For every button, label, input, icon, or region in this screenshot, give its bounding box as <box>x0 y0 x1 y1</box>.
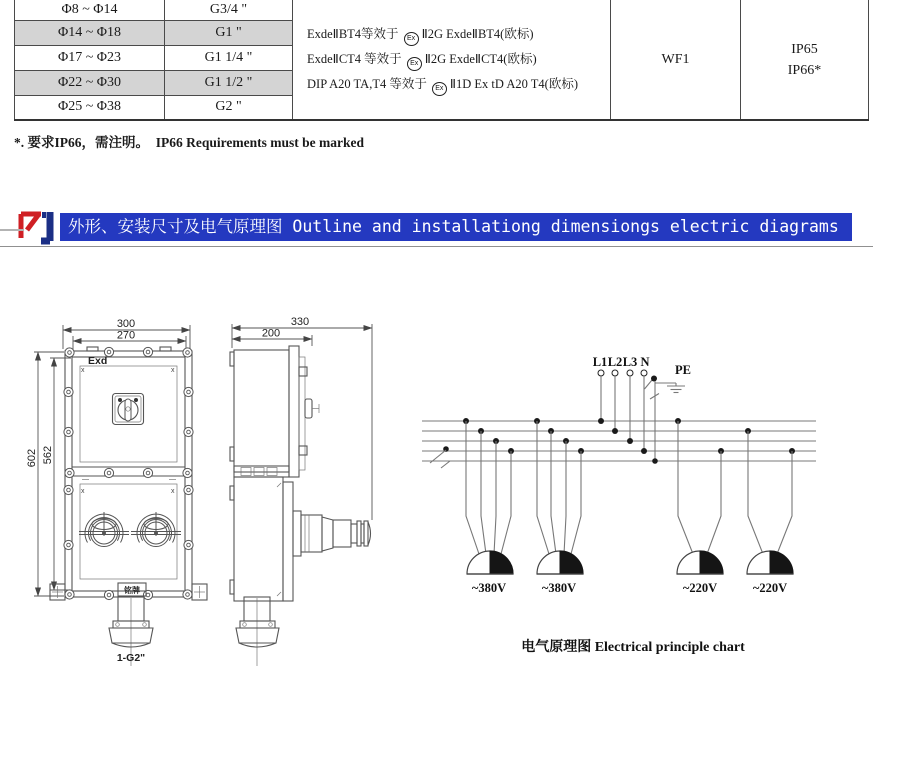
svg-text:x: x <box>81 488 85 495</box>
divider-line <box>0 229 24 231</box>
footnote: *. 要求IP66，需注明。 IP66 Requirements must be marked <box>14 135 364 150</box>
cert-line <box>307 22 610 47</box>
socket-branch-220-1 <box>675 418 724 554</box>
thread-cell: G2 " <box>165 95 293 120</box>
svg-text:x: x <box>81 367 85 374</box>
section-banner <box>60 213 852 241</box>
front-view-drawing <box>26 318 207 666</box>
gland-size-label: 1-G2" <box>116 652 146 664</box>
thread-cell: G1 " <box>165 20 293 45</box>
certifications-cell <box>293 0 611 120</box>
cert-text-post: Ⅱ2G ExdeⅡBT4(欧标) <box>421 27 534 41</box>
ex-hexagon-icon: Ex <box>407 57 422 71</box>
terminal-l2-label: L2 <box>607 355 623 369</box>
table-row <box>15 0 869 20</box>
diameter-cell: Φ22 ~ Φ30 <box>15 70 165 95</box>
cert-line <box>307 72 610 97</box>
ip-rating-line: IP65 <box>791 41 818 57</box>
pe-link <box>645 363 691 464</box>
diameter-cell: Φ17 ~ Φ23 <box>15 45 165 70</box>
schematic-caption: 电气原理图 Electrical principle chart <box>521 640 745 655</box>
socket-symbol <box>677 551 723 574</box>
cable-entry-spec-table <box>14 0 869 121</box>
dim-270-label: 270 <box>116 329 136 342</box>
cert-text-pre: ExdeⅡCT4 等效于 <box>307 52 402 66</box>
ip-rating-line: IP66* <box>787 62 822 78</box>
cable-gland-front <box>109 597 153 666</box>
waterproof-grade-cell: WF1 <box>611 0 741 120</box>
section-title: 外形、安装尺寸及电气原理图 Outline and installationg dimensiongs electric diagrams <box>68 217 839 236</box>
svg-text:x: x <box>171 367 175 374</box>
socket-voltage-label: ~220V <box>752 581 788 595</box>
cert-text-pre: ExdeⅡBT4等效于 <box>307 27 399 41</box>
dim-330-label: 330 <box>290 316 310 328</box>
dim-300-label: 300 <box>116 318 136 330</box>
terminal-n-label: N <box>640 355 650 369</box>
rotary-switch-symbol <box>113 394 144 425</box>
socket-voltage-label: ~220V <box>682 581 718 595</box>
earth-ground-icon <box>655 383 685 393</box>
socket-branch-220-2 <box>745 428 795 554</box>
diameter-cell: Φ14 ~ Φ18 <box>15 20 165 45</box>
socket-symbol <box>467 551 513 574</box>
socket-symbol <box>537 551 583 574</box>
operator-buttons <box>79 512 181 547</box>
wiring-schematic <box>422 355 816 655</box>
thread-cell: G1 1/4 " <box>165 45 293 70</box>
cert-text-post: Ⅱ1D Ex tD A20 T4(欧标) <box>449 77 578 91</box>
thread-cell: G3/4 " <box>165 0 293 20</box>
logo-blue-notch <box>42 212 46 218</box>
cable-gland-side <box>236 597 279 666</box>
cert-text-post: Ⅱ2G ExdeⅡCT4(欧标) <box>424 52 537 66</box>
svg-text:—: — <box>169 476 176 483</box>
disconnect-switch-icon <box>430 446 450 468</box>
divider-line <box>0 246 873 247</box>
brand-logo <box>12 203 56 249</box>
terminal-l1-label: L1 <box>592 355 608 369</box>
thread-cell: G1 1/2 " <box>165 70 293 95</box>
svg-text:—: — <box>82 476 89 483</box>
dim-562-label: 562 <box>42 445 54 465</box>
cert-text-pre: DIP A20 TA,T4 等效于 <box>307 77 427 91</box>
dim-200-label: 200 <box>261 327 281 340</box>
incoming-terminals <box>593 355 650 454</box>
logo-red-mark <box>21 214 41 238</box>
dim-602-label: 602 <box>26 448 38 468</box>
socket-voltage-label: ~380V <box>541 581 577 595</box>
socket-symbol <box>747 551 793 574</box>
side-view-drawing <box>230 316 372 666</box>
ex-hexagon-icon: Ex <box>432 82 447 96</box>
technical-drawings <box>0 300 900 680</box>
diameter-cell: Φ8 ~ Φ14 <box>15 0 165 20</box>
cert-line <box>307 47 610 72</box>
nameplate-label: 铭牌 <box>124 586 140 595</box>
socket-branch-380-1 <box>463 418 514 554</box>
diameter-cell: Φ25 ~ Φ38 <box>15 95 165 120</box>
svg-text:x: x <box>171 488 175 495</box>
ex-hexagon-icon: Ex <box>404 32 419 46</box>
terminal-l3-label: L3 <box>622 355 638 369</box>
ip-rating-cell <box>741 0 869 120</box>
socket-branch-380-2 <box>534 418 584 554</box>
pe-label: PE <box>675 363 691 377</box>
exd-marking-label: Exd <box>88 355 108 367</box>
socket-plug-side <box>293 511 371 556</box>
socket-voltage-label: ~380V <box>471 581 507 595</box>
